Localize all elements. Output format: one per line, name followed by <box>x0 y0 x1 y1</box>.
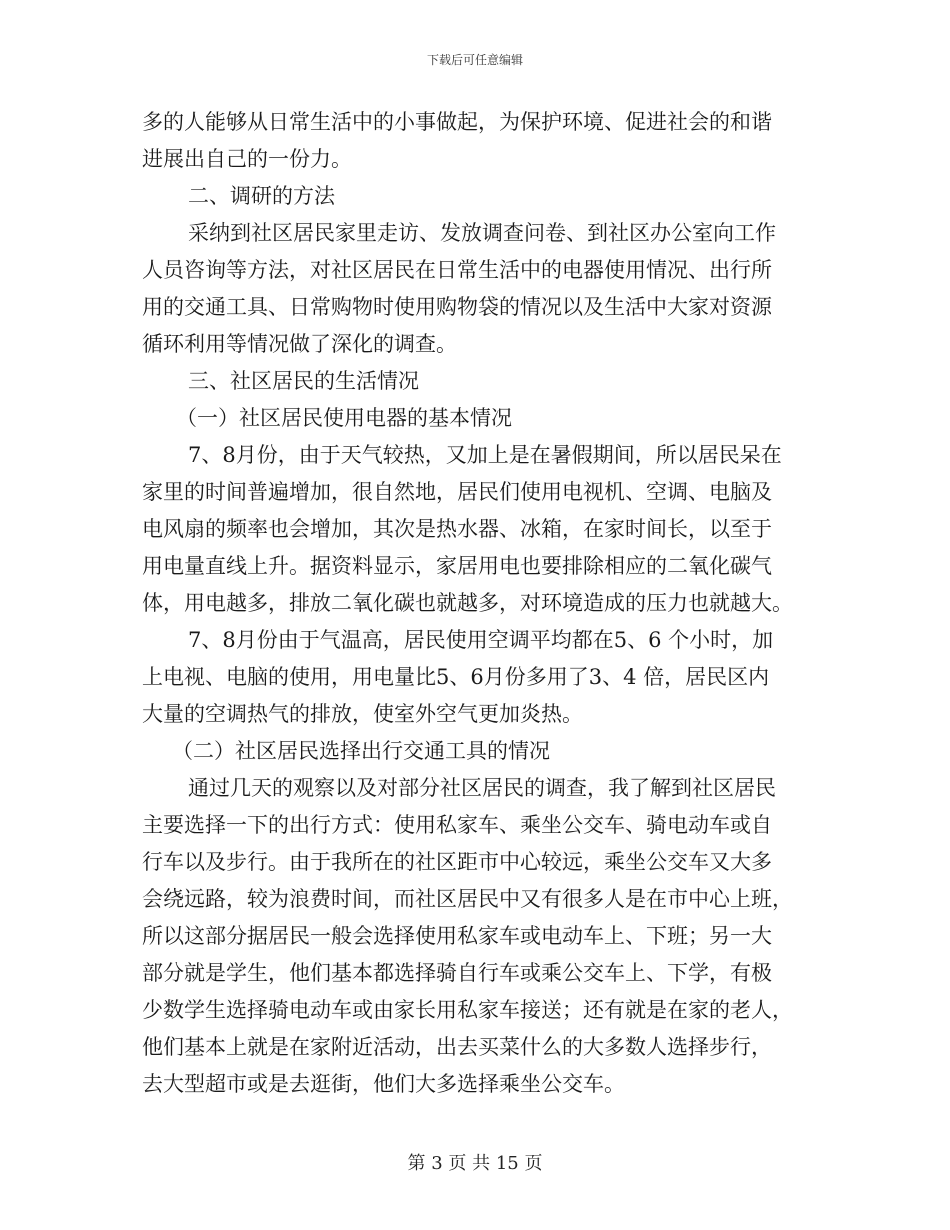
text-line: 7、8月份由于气温高，居民使用空调平均都在5、6 个小时，加 <box>188 628 774 652</box>
text-line: 去大型超市或是去逛街，他们大多选择乘坐公交车。 <box>142 1072 625 1096</box>
text-line: 7、8月份，由于天气较热，又加上是在暑假期间，所以居民呆在 <box>188 443 782 467</box>
text-line: 会绕远路，较为浪费时间，而社区居民中又有很多人是在市中心上班， <box>142 887 793 911</box>
text-line: 他们基本上就是在家附近活动，出去买菜什么的大多数人选择步行， <box>142 1035 772 1059</box>
text-line: 通过几天的观察以及对部分社区居民的调查，我了解到社区居民 <box>188 776 776 800</box>
subsection-heading-appliances: （一）社区居民使用电器的基本情况 <box>176 406 512 430</box>
text-line: 电风扇的频率也会增加，其次是热水器、冰箱，在家时间长，以至于 <box>142 517 772 541</box>
document-body <box>142 104 814 1103</box>
text-line: 进展出自己的一份力。 <box>142 147 352 171</box>
subsection-heading-transport: （二）社区居民选择出行交通工具的情况 <box>172 739 550 763</box>
page-header: 下载后可任意编辑 <box>426 53 523 67</box>
text-line: 主要选择一下的出行方式：使用私家车、乘坐公交车、骑电动车或自 <box>142 813 772 837</box>
text-line: 采纳到社区居民家里走访、发放调查问卷、到社区办公室向工作 <box>188 221 776 245</box>
page-number-footer: 第 3 页 共 15 页 <box>407 1153 543 1174</box>
text-line: 循环利用等情况做了深化的调查。 <box>142 332 457 356</box>
text-line: 部分就是学生，他们基本都选择骑自行车或乘公交车上、下学，有极 <box>142 961 772 985</box>
text-line: 所以这部分据居民一般会选择使用私家车或电动车上、下班；另一大 <box>142 924 772 948</box>
text-line: 多的人能够从日常生活中的小事做起，为保护环境、促进社会的和谐 <box>142 110 772 134</box>
text-line: 用的交通工具、日常购物时使用购物袋的情况以及生活中大家对资源 <box>142 295 772 319</box>
section-heading-living-conditions: 三、社区居民的生活情况 <box>188 369 419 393</box>
text-line: 用电量直线上升。据资料显示，家居用电也要排除相应的二氧化碳气 <box>142 554 772 578</box>
text-line: 家里的时间普遍增加，很自然地，居民们使用电视机、空调、电脑及 <box>142 480 772 504</box>
text-line: 少数学生选择骑电动车或由家长用私家车接送；还有就是在家的老人， <box>142 998 793 1022</box>
text-line: 行车以及步行。由于我所在的社区距市中心较远，乘坐公交车又大多 <box>142 850 772 874</box>
text-line: 上电视、电脑的使用，用电量比5、6月份多用了3、4 倍，居民区内 <box>142 665 770 689</box>
text-line: 人员咨询等方法，对社区居民在日常生活中的电器使用情况、出行所 <box>142 258 772 282</box>
text-line: 体，用电越多，排放二氧化碳也就越多，对环境造成的压力也就越大。 <box>142 591 793 615</box>
section-heading-methods: 二、调研的方法 <box>188 184 335 208</box>
text-line: 大量的空调热气的排放，使室外空气更加炎热。 <box>142 702 583 726</box>
